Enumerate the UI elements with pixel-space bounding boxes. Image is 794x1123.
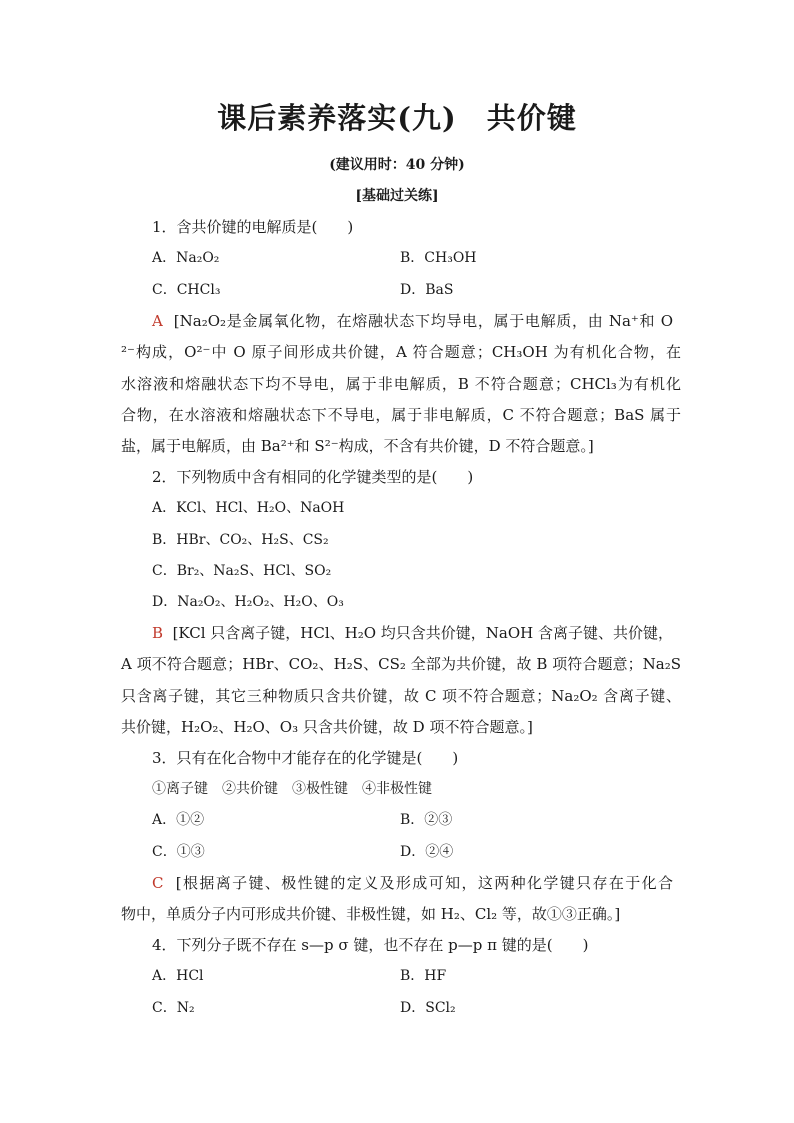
question-3-stem: 3．只有在化合物中才能存在的化学键是( ) — [152, 749, 459, 767]
title-main: 课后素养落实(九) — [217, 101, 457, 135]
q2-exp-line-1: [KCl 只含离子键，HCl、H₂O 均只含共价键，NaOH 含离子键、共价键， — [172, 624, 674, 642]
q3-option-b: B．②③ — [400, 812, 453, 828]
q2-exp-line-3: 只含离子键，其它三种物质只含共价键，故 C 项不符合题意；Na₂O₂ 含离子键、 — [121, 687, 681, 705]
q4-option-b: B．HF — [400, 968, 447, 984]
q3-exp-line-2: 物中，单质分子内可形成共价键、非极性键，如 H₂、Cl₂ 等，故①③正确。] — [121, 905, 621, 923]
question-2-stem: 2．下列物质中含有相同的化学键类型的是( ) — [152, 468, 474, 486]
q2-option-a: A．KCl、HCl、H₂O、NaOH — [152, 500, 345, 516]
q1-exp-line-2: ²⁻构成，O²⁻中 O 原子间形成共价键，A 符合题意；CH₃OH 为有机化合物，在 — [121, 343, 681, 361]
q3-answer: C — [152, 874, 164, 892]
q3-items: ①离子键 ②共价键 ③极性键 ④非极性键 — [152, 781, 432, 797]
q2-option-b: B．HBr、CO₂、H₂S、CS₂ — [152, 532, 329, 548]
q2-exp-line-4: 共价键，H₂O₂、H₂O、O₃ 只含共价键，故 D 项不符合题意。] — [121, 718, 533, 736]
q2-option-c: C．Br₂、Na₂S、HCl、SO₂ — [152, 563, 332, 579]
q1-answer: A — [152, 312, 163, 330]
q1-option-a: A．Na₂O₂ — [152, 250, 220, 266]
q1-exp-line-4: 合物，在水溶液和熔融状态下不导电，属于非电解质，C 不符合题意；BaS 属于 — [121, 406, 681, 424]
q3-option-d: D．②④ — [400, 844, 454, 860]
q4-option-a: A．HCl — [152, 968, 204, 984]
question-4-stem: 4．下列分子既不存在 s—p σ 键，也不存在 p—p π 键的是( ) — [152, 936, 589, 954]
q3-option-c: C．①③ — [152, 844, 205, 860]
q3-exp-line-1: [根据离子键、极性键的定义及形成可知，这两种化学键只存在于化合 — [175, 874, 673, 892]
q3-option-a: A．①② — [152, 812, 205, 828]
q1-option-c: C．CHCl₃ — [152, 282, 221, 298]
q1-exp-line-5: 盐，属于电解质，由 Ba²⁺和 S²⁻构成，不含有共价键，D 不符合题意。] — [121, 437, 594, 455]
q1-exp-line-3: 水溶液和熔融状态下均不导电，属于非电解质，B 不符合题意；CHCl₃为有机化 — [121, 375, 681, 393]
q1-exp-line-1: [Na₂O₂是金属氧化物，在熔融状态下均导电，属于电解质，由 Na⁺和 O — [173, 312, 673, 330]
q2-answer: B — [152, 624, 164, 642]
question-1-stem: 1．含共价键的电解质是( ) — [152, 218, 354, 236]
q1-option-b: B．CH₃OH — [400, 250, 477, 266]
title-suffix: 共价键 — [486, 101, 577, 135]
q4-option-c: C．N₂ — [152, 1000, 195, 1016]
suggested-time: (建议用时：40 分钟) — [329, 157, 465, 173]
q2-exp-line-2: A 项不符合题意；HBr、CO₂、H₂S、CS₂ 全部为共价键，故 B 项符合题意；Na₂S — [121, 655, 681, 673]
page-title — [0, 96, 794, 137]
q2-option-d: D．Na₂O₂、H₂O₂、H₂O、O₃ — [152, 594, 344, 610]
section-heading: [基础过关练] — [355, 188, 439, 204]
q1-option-d: D．BaS — [400, 282, 454, 298]
q4-option-d: D．SCl₂ — [400, 1000, 456, 1016]
